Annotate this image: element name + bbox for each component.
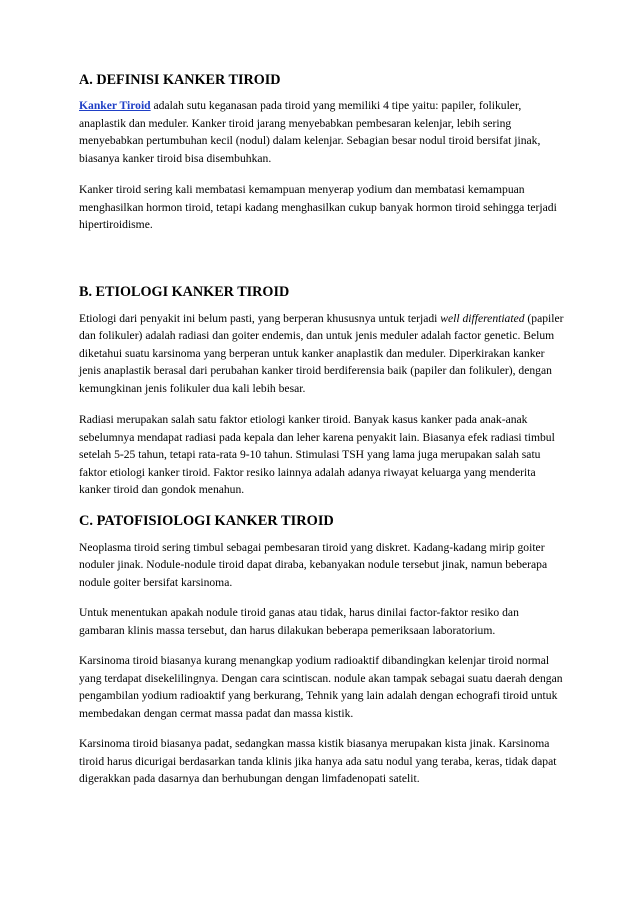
section-a-paragraph-1-text: adalah sutu keganasan pada tiroid yang memiliki 4 tipe yaitu: papiler, folikuler, anaplastik dan meduler. Kanker tiroid jarang menyebabkan pembesaran kelenjar, lebih sering menyebabkan pertumbuhan kecil (nodul) dalam kelenjar. Sebagian besar nodul tiroid bersifat jinak, biasanya kanker tiroid bisa disembuhkan.	[79, 99, 541, 165]
section-c-paragraph-1: Neoplasma tiroid sering timbul sebagai pembesaran tiroid yang diskret. Kadang-kadang mirip goiter noduler jinak. Nodule-nodule tiroid dapat diraba, kebanyakan nodule tersebut jinak, namun beberapa nodule goiter bersifat karsinoma.	[79, 540, 548, 589]
document-body	[79, 70, 567, 788]
kanker-tiroid-link[interactable]: Kanker Tiroid	[79, 99, 151, 112]
well-differentiated-term: well differentiated	[440, 311, 525, 325]
section-a-paragraph-1	[79, 97, 567, 167]
section-a-heading: A. DEFINISI KANKER TIROID	[79, 72, 281, 88]
section-c-paragraph-4: Karsinoma tiroid biasanya padat, sedangkan massa kistik biasanya merupakan kista jinak. Karsinoma tiroid harus dicurigai berdasarkan tanda klinis jika hanya ada satu nodul yang teraba, keras, tidak dapat digerakkan pada dasarnya dan berhubungan dengan limfadenopati satelit.	[79, 737, 557, 785]
section-b-paragraph-1-text-a: Etiologi dari penyakit ini belum pasti, yang berperan khususnya untuk terjadi	[79, 311, 441, 325]
section-a-paragraph-2: Kanker tiroid sering kali membatasi kemampuan menyerap yodium dan membatasi kemampuan menghasilkan hormon tiroid, tetapi kadang menghasilkan cukup banyak hormon tiroid sehingga terjadi hipertiroidisme.	[79, 183, 557, 231]
section-b-paragraph-1	[79, 310, 567, 398]
section-c-paragraph-2: Untuk menentukan apakah nodule tiroid ganas atau tidak, harus dinilai factor-faktor resiko dan gambaran klinis massa tersebut, dan harus dilakukan beberapa pemeriksaan laboratorium.	[79, 606, 519, 637]
section-b-paragraph-1-text-b: (papiler dan folikuler) adalah radiasi dan goiter endemis, dan untuk jenis meduler adalah factor genetic. Belum diketahui suatu karsinoma yang berperan untuk kanker anaplastik dan meduler. Diperkirakan kanker jenis anaplastik berasal dari perubahan kanker tiroid berdiferensia baik (papiler dan folikuler), dengan kemungkinan jenis folikuler dua kali lebih besar.	[79, 311, 564, 395]
section-c-paragraph-3: Karsinoma tiroid biasanya kurang menangkap yodium radioaktif dibandingkan kelenjar tiroid normal yang terdapat disekelilingnya. Dengan cara scintiscan. nodule akan tampak sebagai suatu daerah dengan pengambilan yodium radioaktif yang berkurang, Tehnik yang lain adalah dengan echografi tiroid untuk membedakan dengan cermat massa padat dan massa kistik.	[79, 654, 563, 720]
section-b-paragraph-2: Radiasi merupakan salah satu faktor etiologi kanker tiroid. Banyak kasus kanker pada anak-anak sebelumnya mendapat radiasi pada kepala dan leher karena penyakit lain. Biasanya efek radiasi timbul setelah 5-25 tahun, tetapi rata-rata 9-10 tahun. Stimulasi TSH yang lama juga merupakan salah satu faktor etiologi kanker tiroid. Faktor resiko lainnya adalah adanya riwayat keluarga yang menderita kanker tiroid dan gondok menahun.	[79, 413, 555, 496]
section-b-heading: B. ETIOLOGI KANKER TIROID	[79, 283, 290, 300]
section-c-heading: C. PATOFISIOLOGI KANKER TIROID	[79, 512, 334, 529]
